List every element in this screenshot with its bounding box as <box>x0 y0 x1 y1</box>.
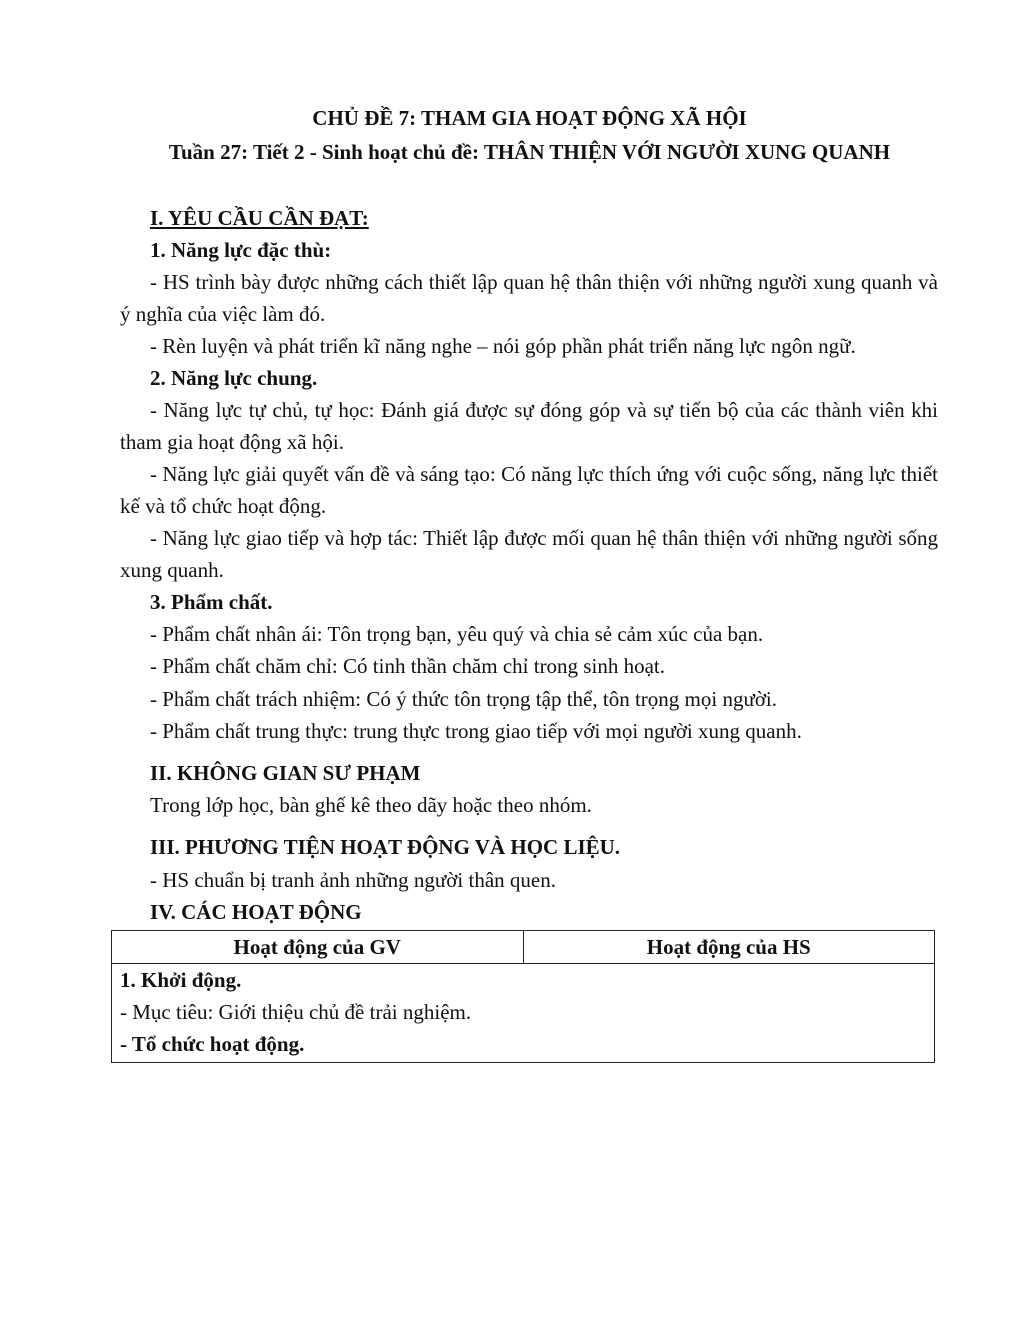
section-3-text: - HS chuẩn bị tranh ảnh những người thân quen. <box>150 868 556 892</box>
subsection-2-heading: 2. Năng lực chung. <box>150 366 318 390</box>
teacher-activity-header: Hoạt động của GV <box>112 931 524 964</box>
quality-item: - Phẩm chất chăm chỉ: Có tinh thần chăm chỉ trong sinh hoạt. <box>150 654 665 678</box>
section-3-heading: III. PHƯƠNG TIỆN HOẠT ĐỘNG VÀ HỌC LIỆU. <box>150 835 621 859</box>
section-4-heading: IV. CÁC HOẠT ĐỘNG <box>150 900 362 924</box>
general-competency-item: - Năng lực giao tiếp và hợp tác: Thiết lập được mối quan hệ thân thiện với những người sống xung quanh. <box>120 526 938 582</box>
general-competency-item: - Năng lực giải quyết vấn đề và sáng tạo: Có năng lực thích ứng với cuộc sống, năng lực thiết kế và tổ chức hoạt động. <box>120 462 938 518</box>
table-row <box>112 964 935 1063</box>
subsection-3-heading: 3. Phẩm chất. <box>150 590 273 614</box>
warmup-cell <box>112 964 935 1063</box>
subsection-1-heading: 1. Năng lực đặc thù: <box>150 238 332 262</box>
activities-table <box>111 930 935 1063</box>
quality-item: - Phẩm chất trung thực: trung thực trong giao tiếp với mọi người xung quanh. <box>150 719 802 743</box>
warmup-organization: - Tổ chức hoạt động. <box>120 1032 305 1056</box>
quality-item: - Phẩm chất nhân ái: Tôn trọng bạn, yêu quý và chia sẻ cảm xúc của bạn. <box>150 622 764 646</box>
general-competency-item: - Năng lực tự chủ, tự học: Đánh giá được sự đóng góp và sự tiến bộ của các thành viên khi tham gia hoạt động xã hội. <box>120 398 938 454</box>
quality-item: - Phẩm chất trách nhiệm: Có ý thức tôn trọng tập thể, tôn trọng mọi người. <box>150 687 778 711</box>
section-1-heading: I. YÊU CẦU CẦN ĐẠT: <box>150 206 369 230</box>
specific-competency-item: - Rèn luyện và phát triển kĩ năng nghe – nói góp phần phát triển năng lực ngôn ngữ. <box>150 334 856 358</box>
warmup-title: 1. Khởi động. <box>120 968 242 992</box>
section-2-text: Trong lớp học, bàn ghế kê theo dãy hoặc theo nhóm. <box>150 793 592 817</box>
lesson-title: Tuần 27: Tiết 2 - Sinh hoạt chủ đề: THÂN THIỆN VỚI NGƯỜI XUNG QUANH <box>168 140 891 164</box>
table-header-row <box>112 931 935 964</box>
student-activity-header: Hoạt động của HS <box>523 931 935 964</box>
topic-title: CHỦ ĐỀ 7: THAM GIA HOẠT ĐỘNG XÃ HỘI <box>312 106 747 130</box>
section-2-heading: II. KHÔNG GIAN SƯ PHẠM <box>150 761 421 785</box>
warmup-goal: - Mục tiêu: Giới thiệu chủ đề trải nghiệm. <box>120 1000 472 1024</box>
specific-competency-item: - HS trình bày được những cách thiết lập quan hệ thân thiện với những người xung quanh và ý nghĩa của việc làm đó. <box>120 270 938 326</box>
